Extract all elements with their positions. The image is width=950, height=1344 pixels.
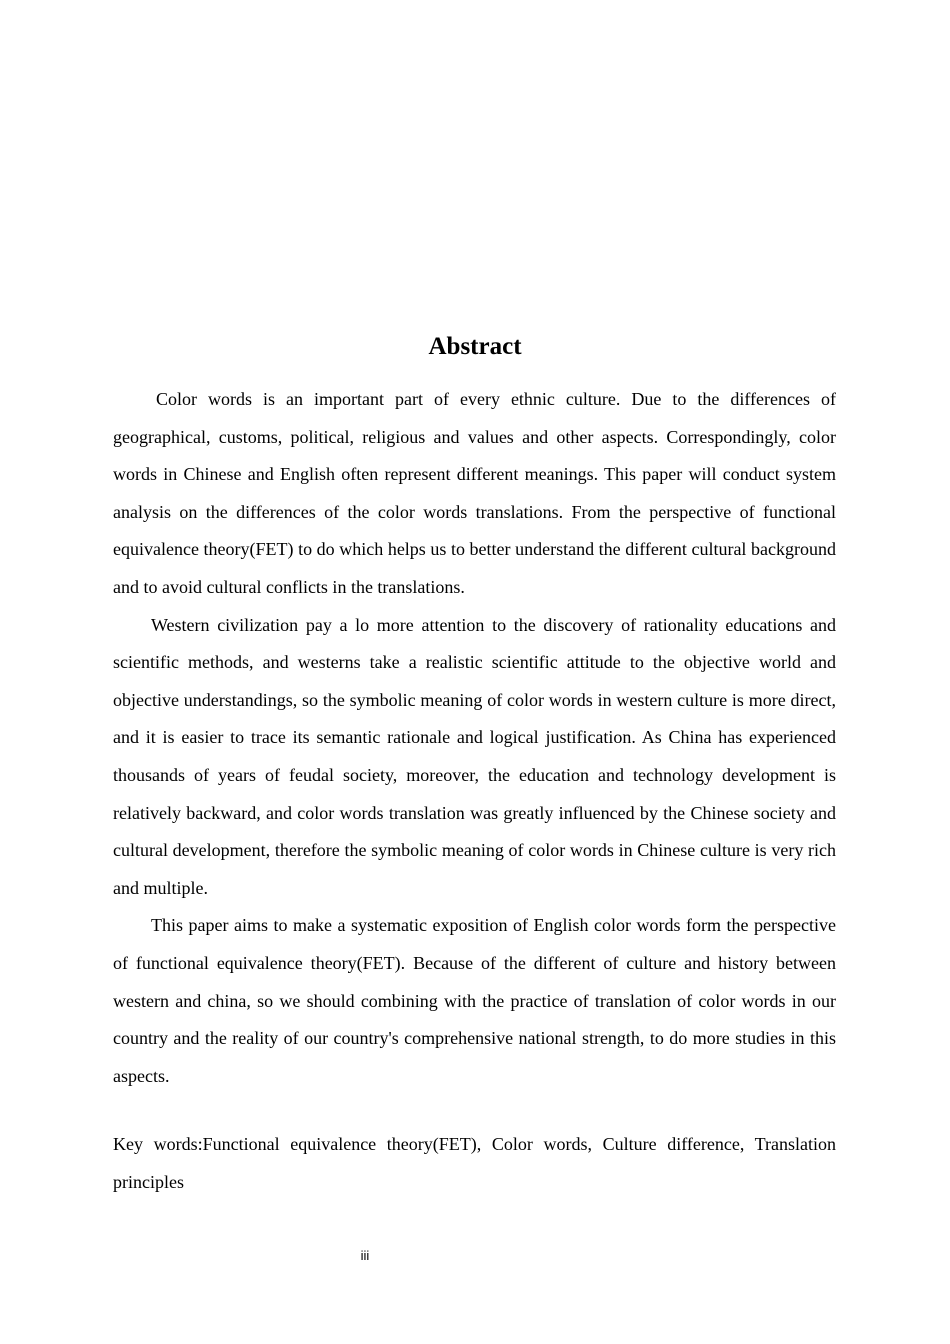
- abstract-paragraph-3: This paper aims to make a systematic exposition of English color words form the perspective of functional equivalence theory(FET). Because of the different of culture and history between western and china, so we should combining with the practice of translation of color words in our country and the reality of our country's comprehensive national strength, to do more studies in this aspects.: [113, 915, 836, 1086]
- page-number: iii: [360, 1248, 370, 1263]
- abstract-title: Abstract: [428, 333, 522, 360]
- abstract-paragraph-2: Western civilization pay a lo more attention to the discovery of rationality educations and scientific methods, and westerns take a realistic scientific attitude to the objective world and objective understandings, so the symbolic meaning of color words in western culture is more direct, and it is easier to trace its semantic rationale and logical justification. As China has experienced thousands of years of feudal society, moreover, the education and technology development is relatively backward, and color words translation was greatly influenced by the Chinese society and cultural development, therefore the symbolic meaning of color words in Chinese culture is very rich and multiple.: [113, 614, 836, 898]
- abstract-body: [113, 381, 836, 1095]
- key-words: Key words:Functional equivalence theory(FET), Color words, Culture difference, Translation principles: [113, 1134, 836, 1192]
- abstract-paragraph-1: Color words is an important part of every ethnic culture. Due to the differences of geographical, customs, political, religious and values and other aspects. Correspondingly, color words in Chinese and English often represent different meanings. This paper will conduct system analysis on the differences of the color words translations. From the perspective of functional equivalence theory(FET) to do which helps us to better understand the different cultural background and to avoid cultural conflicts in the translations.: [113, 389, 836, 597]
